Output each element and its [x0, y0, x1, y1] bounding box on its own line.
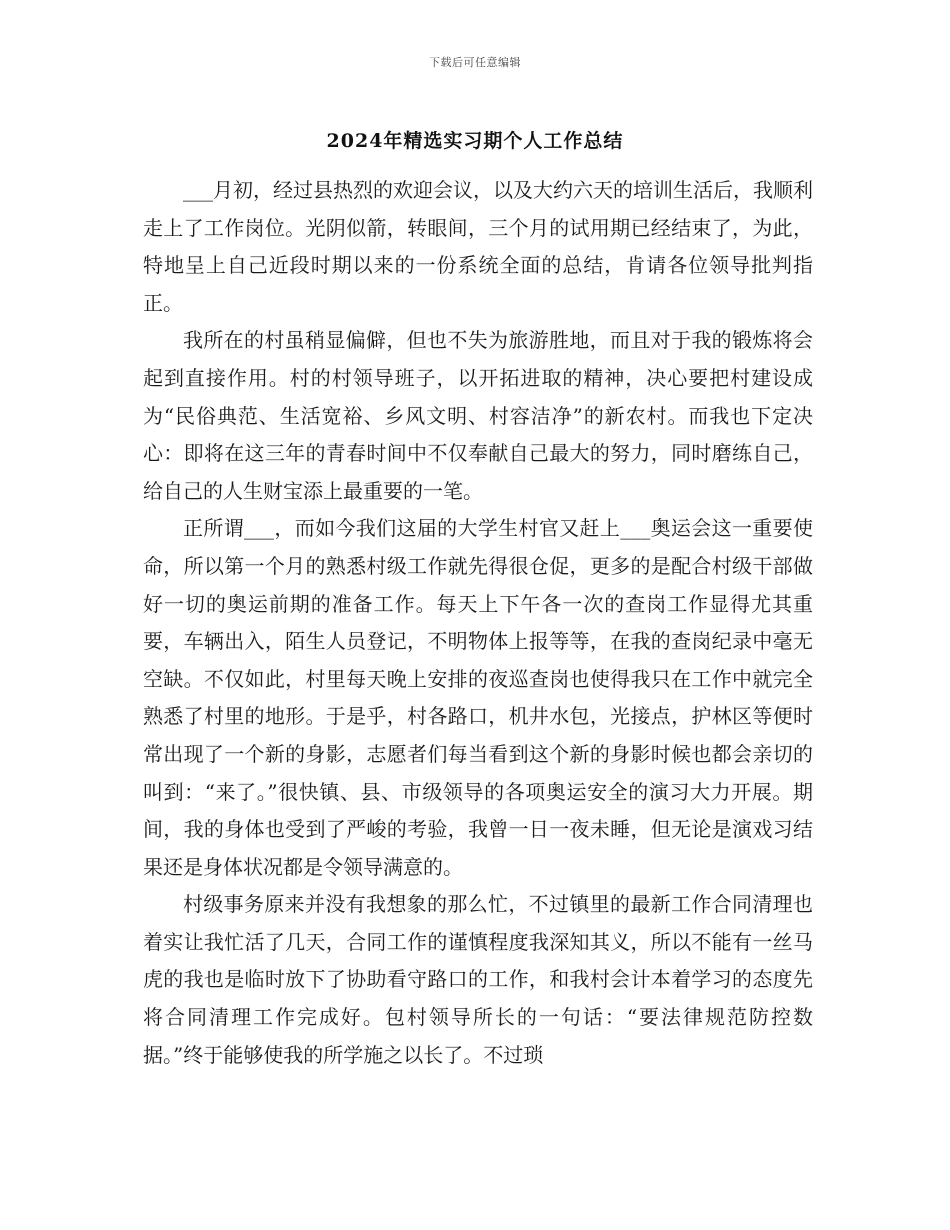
paragraph-3: 正所谓___，而如今我们这届的大学生村官又赶上___奥运会这一重要使命，所以第一个月的熟悉村级工作就先得很仓促，更多的是配合村级干部做好一切的奥运前期的准备工作。每天上下午各一次的查岗工作显得尤其重要，车辆出入，陌生人员登记，不明物体上报等等，在我的查岗纪录中毫无空缺。不仅如此，村里每天晚上安排的夜巡查岗也使得我只在工作中就完全熟悉了村里的地形。于是乎，村各路口，机井水包，光接点，护林区等便时常出现了一个新的身影，志愿者们每当看到这个新的身影时候也都会亲切的叫到：“来了。”很快镇、县、市级领导的各项奥运安全的演习大力开展。期间，我的身体也受到了严峻的考验，我曾一日一夜未睡，但无论是演戏习结果还是身体状况都是令领导满意的。 — [143, 516, 813, 879]
paragraph-4: 村级事务原来并没有我想象的那么忙，不过镇里的最新工作合同清理也着实让我忙活了几天，合同工作的谨慎程度我深知其义，所以不能有一丝马虎的我也是临时放下了协助看守路口的工作，和我村会计本着学习的态度先将合同清理工作完成好。包村领导所长的一句话：“要法律规范防控数据。”终于能够使我的所学施之以长了。不过琐 — [143, 892, 813, 1067]
document-title: 2024年精选实习期个人工作总结 — [326, 130, 624, 152]
paragraph-2: 我所在的村虽稍显偏僻，但也不失为旅游胜地，而且对于我的锻炼将会起到直接作用。村的村领导班子，以开拓进取的精神，决心要把村建设成为“民俗典范、生活宽裕、乡风文明、村容洁净”的新农村。而我也下定决心：即将在这三年的青春时间中不仅奉献自己最大的努力，同时磨练自己，给自己的人生财宝添上最重要的一笔。 — [143, 328, 813, 503]
paragraph-1: ___月初，经过县热烈的欢迎会议，以及大约六天的培训生活后，我顺利走上了工作岗位。光阴似箭，转眼间，三个月的试用期已经结束了，为此，特地呈上自己近段时期以来的一份系统全面的总结，肯请各位领导批判指正。 — [143, 178, 813, 315]
document-body — [143, 172, 813, 1074]
header-note: 下载后可任意编辑 — [429, 56, 521, 69]
